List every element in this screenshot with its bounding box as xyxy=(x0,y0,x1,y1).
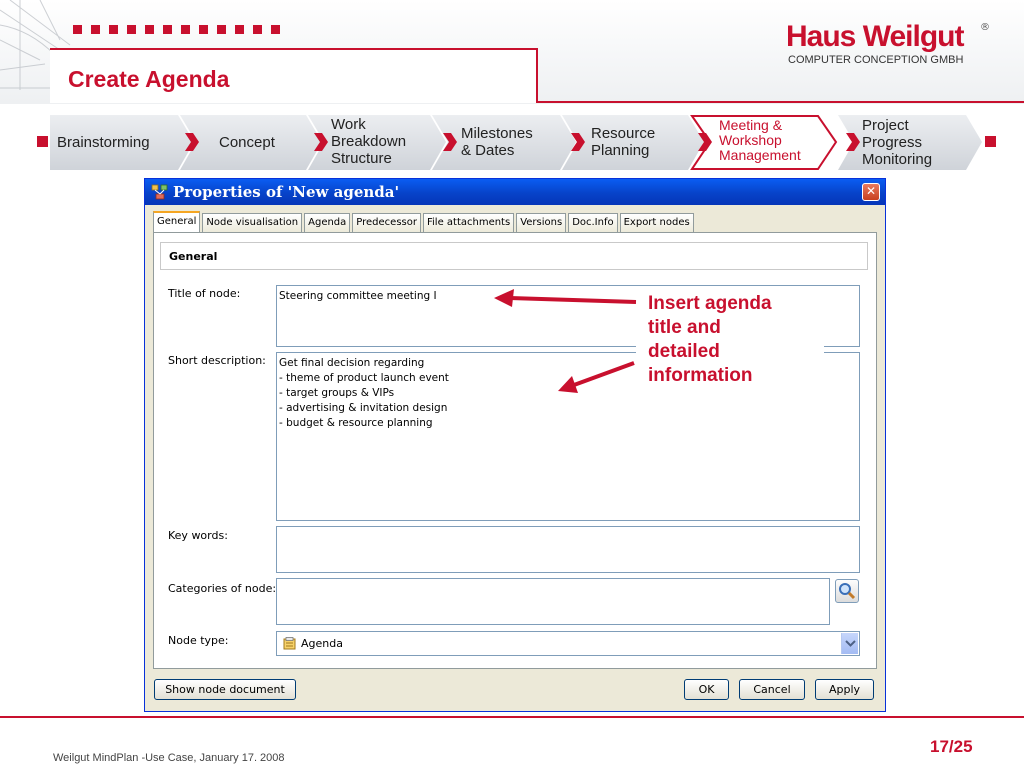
dialog-titlebar[interactable] xyxy=(145,179,885,205)
description-value: Get final decision regarding - theme of product launch event - target groups & VIPs - advertising & invitation design - budget & resource planning xyxy=(279,357,449,429)
search-icon xyxy=(836,580,858,602)
tab-file-attachments[interactable]: File attachments xyxy=(423,213,514,233)
process-step-resource-planning xyxy=(591,115,691,170)
process-bullet-end xyxy=(985,136,996,147)
logo-registered-mark: ® xyxy=(980,22,990,33)
keywords-label: Key words: xyxy=(168,529,228,542)
footer-rule xyxy=(0,716,1024,718)
dropdown-button[interactable] xyxy=(841,633,858,654)
tab-doc-info[interactable]: Doc.Info xyxy=(568,213,617,233)
process-step-project-progress-monitoring xyxy=(862,115,962,170)
chevron-right-icon xyxy=(846,133,860,151)
page-number: 17/25 xyxy=(930,737,973,756)
chevron-right-icon xyxy=(185,133,199,151)
footer-text: Weilgut MindPlan -Use Case, January 17. 2008 xyxy=(53,752,285,764)
process-step-label: Brainstorming xyxy=(57,134,150,151)
page-title: Create Agenda xyxy=(68,66,230,92)
company-logo xyxy=(786,20,996,70)
tab-node-visualisation[interactable]: Node visualisation xyxy=(202,213,302,233)
chevron-right-icon xyxy=(314,133,328,151)
header-rule xyxy=(536,101,1024,103)
description-label: Short description: xyxy=(168,354,266,367)
chevron-right-icon xyxy=(698,133,712,151)
section-title: General xyxy=(169,250,218,263)
tab-versions[interactable]: Versions xyxy=(516,213,566,233)
annotation-callout xyxy=(636,290,824,390)
node-type-select[interactable] xyxy=(276,631,860,656)
process-step-label: Work Breakdown Structure xyxy=(331,116,407,167)
process-step-concept xyxy=(219,115,309,170)
callout-text: Insert agenda title and detailed information xyxy=(648,293,772,386)
categories-label: Categories of node: xyxy=(168,582,277,595)
tab-agenda[interactable]: Agenda xyxy=(304,213,350,233)
title-value: Steering committee meeting I xyxy=(279,290,437,302)
process-step-label: Resource Planning xyxy=(591,125,656,159)
process-step-meeting-workshop-management xyxy=(719,115,829,170)
categories-search-button[interactable] xyxy=(835,579,859,603)
logo-subtitle: COMPUTER CONCEPTION GMBH xyxy=(788,54,964,66)
dialog-title: Properties of 'New agenda' xyxy=(173,183,400,201)
section-header xyxy=(160,242,868,270)
process-step-label: Concept xyxy=(219,134,275,151)
close-icon[interactable]: ✕ xyxy=(862,183,880,201)
process-step-milestones-dates xyxy=(461,115,561,170)
ok-button[interactable]: OK xyxy=(684,679,729,700)
tab-export-nodes[interactable]: Export nodes xyxy=(620,213,694,233)
process-step-label: Project Progress Monitoring xyxy=(862,117,933,168)
tab-strip xyxy=(153,211,696,233)
process-step-brainstorming xyxy=(57,115,177,170)
decorative-dash-row xyxy=(73,25,280,34)
keywords-field[interactable] xyxy=(276,526,860,573)
chevron-right-icon xyxy=(571,133,585,151)
node-type-label: Node type: xyxy=(168,634,229,647)
chevron-right-icon xyxy=(443,133,457,151)
properties-dialog xyxy=(144,178,886,712)
cancel-button[interactable]: Cancel xyxy=(739,679,805,700)
tab-general[interactable]: General xyxy=(153,211,200,233)
logo-name: Haus Weilgut xyxy=(786,20,964,53)
title-label: Title of node: xyxy=(168,287,241,300)
process-step-work-breakdown-structure xyxy=(331,115,431,170)
show-node-document-button[interactable]: Show node document xyxy=(154,679,296,700)
node-type-value: Agenda xyxy=(301,637,343,650)
chevron-down-icon xyxy=(842,633,859,654)
title-tab xyxy=(50,48,538,103)
categories-field[interactable] xyxy=(276,578,830,625)
tab-predecessor[interactable]: Predecessor xyxy=(352,213,421,233)
process-step-label: Meeting & Workshop Management xyxy=(719,117,801,163)
process-step-label: Milestones & Dates xyxy=(461,125,533,159)
agenda-icon xyxy=(283,637,296,650)
node-properties-icon xyxy=(151,184,169,200)
process-bullet-start xyxy=(37,136,48,147)
apply-button[interactable]: Apply xyxy=(815,679,874,700)
